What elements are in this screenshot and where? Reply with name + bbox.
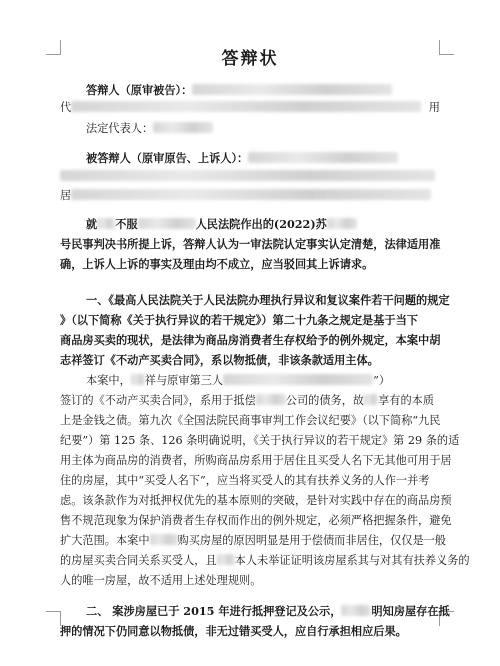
section2-line-2: 押的情况下仍同意以物抵债，非无过错买受人，应自行承担相应后果。 (60, 624, 407, 638)
redacted-text (60, 170, 435, 181)
redacted-text (223, 374, 373, 385)
body-line-10: 的房屋买卖合同关系买受人，且 本人未举证证明该房屋系其与对其有扶养义务的 (60, 554, 470, 567)
redacted-text (256, 394, 286, 405)
crop-mark (46, 611, 61, 626)
redacted-text (71, 101, 421, 112)
intro-line-3: 确，上诉人上诉的事实及理由均不成立，应当驳回其上诉请求。 (60, 257, 374, 271)
intro-line-2: 号民事判决书所提上诉，答辩人认为一审法院认定事实认定清楚，法律适用准 (60, 237, 441, 251)
body-line-8: 售不规范现象为保护消费者生存权而作出的例外规定，必须严格把握条件，避免 (60, 514, 452, 527)
appellee-line: 被答辩人（原审原告、上诉人）： (60, 150, 466, 166)
body-line-7: 虑。该条款作为对抵押权优先的基本原则的突破，是针对实践中存在的商品房预 (60, 494, 452, 507)
redacted-text (327, 218, 357, 229)
body-line-9: 扩大范围。本案中 购买房屋的原因明显是用于偿债而非居住，仅仅是一般 (60, 534, 447, 547)
section2-line-1: 二、 案涉房屋已于 2015 年进行抵押登记及公示， 明知房屋存在抵 (86, 604, 450, 618)
body-line-4: 纪要”）第 125 条、126 条明确说明，《关于执行异议的若干规定》第 29 条的适 (60, 434, 460, 447)
legal-rep-line: 法定代表人： (60, 121, 466, 137)
section1-line-4: 志祥签订《不动产买卖合同》，系以物抵债，非该条款适用主体。 (60, 353, 379, 367)
section1-line-2: 》（以下简称《关于执行异议的若干规定》）第二十九条之规定是基于当下 (60, 313, 418, 327)
appellee-address-line: 居 (60, 188, 440, 204)
redacted-text (341, 605, 371, 616)
body-line-1: 本案中， 祥与原审第三人 ”） (86, 374, 391, 387)
body-line-2: 签订的《不动产买卖合同》，系用于抵偿 公司的债务，故 享有的本质 (60, 394, 435, 407)
intro-line-1: 就 不服 人民法院作出的(2022)苏 (60, 216, 466, 232)
appellee-redacted-line (60, 169, 440, 185)
respondent-line: 答辩人（原审被告）： (60, 82, 466, 98)
body-line-5: 用主体为商品房的消费者，所购商品房系用于居住且买受人名下无其他可用于居 (60, 454, 452, 467)
redacted-text (131, 374, 145, 385)
body-line-6: 住的房屋，其中“买受人名下”，应当将买受人的其有扶养义务的人作一并考 (60, 474, 430, 487)
redacted-text (248, 152, 398, 163)
respondent-rep-line: 代 用 (60, 101, 440, 114)
section1-line-3: 商品房买卖的现状，是法律为商品房消费者生存权给予的例外规定，本案中胡 (60, 333, 441, 347)
redacted-text (153, 122, 213, 133)
redacted-text (97, 218, 115, 229)
section1-line-1: 一、《最高人民法院关于人民法院办理执行异议和复议案件若干问题的规定 (86, 293, 450, 307)
redacted-text (192, 84, 392, 95)
body-line-11: 人的唯一房屋，故不适用上述处理规则。 (60, 574, 262, 587)
redacted-text (217, 554, 235, 565)
redacted-text (71, 189, 431, 200)
redacted-text (150, 534, 178, 545)
redacted-text (364, 394, 378, 405)
document-title: 答辩状 (221, 49, 279, 69)
body-line-3: 上是金钱之债。第九次《全国法院民商事审判工作会议纪要》（以下简称“九民 (60, 414, 441, 427)
redacted-text (138, 218, 196, 229)
